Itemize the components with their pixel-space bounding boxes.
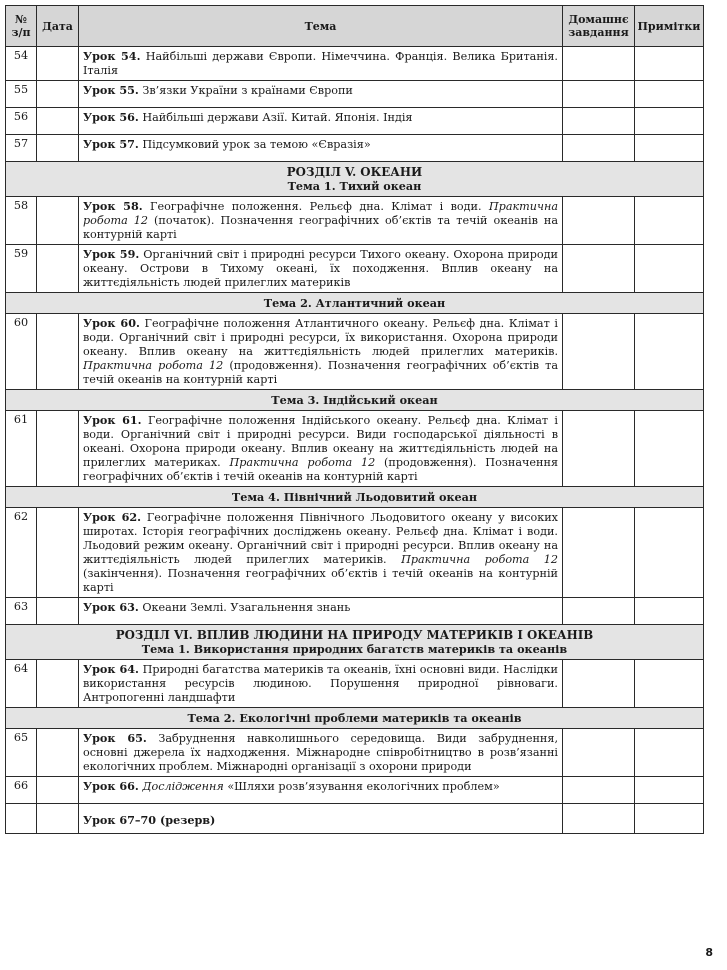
- notes-cell: [635, 660, 704, 708]
- section-row: [6, 162, 704, 197]
- notes-cell: [635, 598, 704, 625]
- homework-cell: [563, 598, 635, 625]
- lesson-text-continued: (закінчення). Позначення географічних об’єктів і течій океанів на контурній карті: [83, 567, 558, 594]
- homework-cell: [563, 660, 635, 708]
- table-row: [6, 47, 704, 81]
- practical-work-label: Практична робота 12: [83, 200, 558, 227]
- lesson-number: 59: [6, 245, 37, 293]
- date-cell: [37, 135, 79, 162]
- table-row: [6, 804, 704, 834]
- homework-cell: [563, 81, 635, 108]
- lesson-label: Урок 58.: [83, 199, 143, 213]
- lesson-label: Урок 55.: [83, 83, 139, 97]
- topic-title: Тема 2. Екологічні проблеми материків та океанів: [187, 711, 522, 725]
- header-num: № з/п: [6, 6, 37, 47]
- lesson-text: Зв’язки України з країнами Європи: [142, 84, 353, 97]
- table-row: [6, 508, 704, 598]
- practical-work-label: Практична робота 12: [229, 456, 376, 469]
- lesson-label: Урок 57.: [83, 137, 139, 151]
- homework-cell: [563, 314, 635, 390]
- page-number: 8: [705, 946, 713, 959]
- section-title: РОЗДІЛ VI. ВПЛИВ ЛЮДИНИ НА ПРИРОДУ МАТЕРИКІВ І ОКЕАНІВ: [115, 628, 594, 642]
- section-heading: [6, 625, 704, 660]
- lesson-label: Урок 62.: [83, 510, 142, 524]
- lesson-topic: [79, 81, 563, 108]
- table-row: [6, 314, 704, 390]
- lesson-topic: [79, 245, 563, 293]
- notes-cell: [635, 135, 704, 162]
- notes-cell: [635, 777, 704, 804]
- notes-cell: [635, 314, 704, 390]
- notes-cell: [635, 411, 704, 487]
- table-row: [6, 729, 704, 777]
- table-row: [6, 411, 704, 487]
- lesson-text: Географічне положення Північного Льодовитого океану у високих широтах. Історія географічних досліджень океану. Рельєф дна. Клімат і води. Льодовий режим океану. Органічний світ і природні ресурси. Вплив океану на життєдіяльність людей прилеглих материків.: [83, 511, 558, 566]
- lesson-label: Урок 67–70 (резерв): [83, 813, 216, 827]
- homework-cell: [563, 777, 635, 804]
- table-row: [6, 245, 704, 293]
- table-row: [6, 81, 704, 108]
- lesson-topic: [79, 598, 563, 625]
- lesson-number: 55: [6, 81, 37, 108]
- notes-cell: [635, 729, 704, 777]
- lesson-topic: [79, 47, 563, 81]
- lesson-topic: [79, 660, 563, 708]
- date-cell: [37, 729, 79, 777]
- section-row: [6, 390, 704, 411]
- section-heading: [6, 293, 704, 314]
- section-row: [6, 293, 704, 314]
- homework-cell: [563, 197, 635, 245]
- lesson-label: Урок 65.: [83, 731, 147, 745]
- date-cell: [37, 197, 79, 245]
- date-cell: [37, 314, 79, 390]
- notes-cell: [635, 804, 704, 834]
- lesson-number: [6, 804, 37, 834]
- lesson-text-continued: (продовження). Позначення географічних об’єктів та течій океанів на контурній карті: [83, 359, 559, 386]
- practical-work-label: Практична робота 12: [401, 553, 559, 566]
- lesson-text: Географічне положення Атлантичного океану. Рельєф дна. Клімат і води. Органічний світ і природні ресурси, їх використання. Охорона природи океану. Вплив океану на життєдіяльність людей прилеглих материків.: [83, 317, 558, 358]
- lesson-label: Урок 56.: [83, 110, 139, 124]
- date-cell: [37, 660, 79, 708]
- lesson-number: 54: [6, 47, 37, 81]
- header-homework: Домашнє завдання: [563, 6, 635, 47]
- section-heading: [6, 390, 704, 411]
- lesson-topic: [79, 729, 563, 777]
- table-row: [6, 197, 704, 245]
- lesson-topic: [79, 135, 563, 162]
- header-notes: Примітки: [635, 6, 704, 47]
- homework-cell: [563, 729, 635, 777]
- topic-title: Тема 1. Використання природних багатств материків та океанів: [141, 642, 568, 656]
- lesson-number: 62: [6, 508, 37, 598]
- date-cell: [37, 245, 79, 293]
- lesson-text: Підсумковий урок за темою «Євразія»: [142, 138, 371, 151]
- table-row: [6, 660, 704, 708]
- notes-cell: [635, 47, 704, 81]
- lesson-text: Океани Землі. Узагальнення знань: [142, 601, 351, 614]
- section-heading: [6, 162, 704, 197]
- date-cell: [37, 47, 79, 81]
- table-row: [6, 108, 704, 135]
- lesson-text: Географічне положення Індійського океану. Рельєф дна. Клімат і води. Органічний світ і природні ресурси. Види господарської діяльності в океані. Охорона природи океану. Вплив океану на життєдіяльність людей на прилеглих материках.: [83, 414, 558, 469]
- research-label: Дослідження: [142, 780, 224, 793]
- lesson-text: Органічний світ і природні ресурси Тихого океану. Охорона природи океану. Острови в Тихому океані, їх походження. Вплив океану на життєдіяльність людей прилеглих материків: [83, 248, 558, 289]
- lesson-number: 66: [6, 777, 37, 804]
- lesson-label: Урок 64.: [83, 662, 139, 676]
- topic-title: Тема 3. Індійський океан: [271, 393, 438, 407]
- lesson-topic: [79, 108, 563, 135]
- table-row: [6, 135, 704, 162]
- lesson-topic: [79, 411, 563, 487]
- lesson-plan-table: [5, 5, 704, 834]
- date-cell: [37, 81, 79, 108]
- topic-title: Тема 4. Північний Льодовитий океан: [231, 490, 478, 504]
- lesson-text-continued: (продовження). Позначення географічних об’єктів і течій океанів на контурній карті: [83, 456, 559, 483]
- section-title: РОЗДІЛ V. ОКЕАНИ: [286, 165, 423, 179]
- lesson-number: 65: [6, 729, 37, 777]
- lesson-text-continued: (початок). Позначення географічних об’єктів та течій океанів на контурній карті: [83, 214, 559, 241]
- section-row: [6, 625, 704, 660]
- lesson-number: 58: [6, 197, 37, 245]
- lesson-number: 61: [6, 411, 37, 487]
- lesson-number: 57: [6, 135, 37, 162]
- lesson-number: 56: [6, 108, 37, 135]
- date-cell: [37, 804, 79, 834]
- practical-work-label: Практична робота 12: [83, 359, 224, 372]
- lesson-text: Забруднення навколишнього середовища. Види забруднення, основні джерела їх надходження. Міжнародне співробітництво в розв’язанні екологічних проблем. Міжнародні організації з охорони природи: [83, 732, 558, 773]
- notes-cell: [635, 197, 704, 245]
- table-header-row: [6, 6, 704, 47]
- topic-title: Тема 1. Тихий океан: [287, 179, 422, 193]
- lesson-label: Урок 54.: [83, 49, 141, 63]
- lesson-label: Урок 61.: [83, 413, 142, 427]
- section-row: [6, 487, 704, 508]
- lesson-label: Урок 63.: [83, 600, 139, 614]
- lesson-text: Найбільші держави Азії. Китай. Японія. Індія: [142, 111, 413, 124]
- date-cell: [37, 508, 79, 598]
- notes-cell: [635, 81, 704, 108]
- homework-cell: [563, 47, 635, 81]
- lesson-number: 60: [6, 314, 37, 390]
- topic-title: Тема 2. Атлантичний океан: [263, 296, 446, 310]
- lesson-topic: [79, 314, 563, 390]
- lesson-text-continued: «Шляхи розв’язування екологічних проблем»: [227, 780, 500, 793]
- date-cell: [37, 777, 79, 804]
- lesson-text: Найбільші держави Європи. Німеччина. Франція. Велика Британія. Італія: [83, 50, 558, 77]
- lesson-topic: [79, 508, 563, 598]
- notes-cell: [635, 508, 704, 598]
- section-row: [6, 708, 704, 729]
- homework-cell: [563, 108, 635, 135]
- section-heading: [6, 708, 704, 729]
- lesson-text: Географічне положення. Рельєф дна. Клімат і води.: [150, 200, 482, 213]
- lesson-topic: [79, 777, 563, 804]
- date-cell: [37, 108, 79, 135]
- lesson-topic: [79, 804, 563, 834]
- homework-cell: [563, 804, 635, 834]
- date-cell: [37, 411, 79, 487]
- lesson-number: 63: [6, 598, 37, 625]
- notes-cell: [635, 108, 704, 135]
- lesson-label: Урок 66.: [83, 779, 139, 793]
- homework-cell: [563, 508, 635, 598]
- header-date: Дата: [37, 6, 79, 47]
- table-row: [6, 777, 704, 804]
- homework-cell: [563, 245, 635, 293]
- date-cell: [37, 598, 79, 625]
- homework-cell: [563, 135, 635, 162]
- lesson-label: Урок 59.: [83, 247, 140, 261]
- homework-cell: [563, 411, 635, 487]
- lesson-text: Природні багатства материків та океанів, їхні основні види. Наслідки використання ресурсів людиною. Порушення природної рівноваги. Антропогенні ландшафти: [83, 663, 558, 704]
- header-topic: Тема: [79, 6, 563, 47]
- lesson-label: Урок 60.: [83, 316, 140, 330]
- section-heading: [6, 487, 704, 508]
- table-row: [6, 598, 704, 625]
- lesson-topic: [79, 197, 563, 245]
- lesson-number: 64: [6, 660, 37, 708]
- notes-cell: [635, 245, 704, 293]
